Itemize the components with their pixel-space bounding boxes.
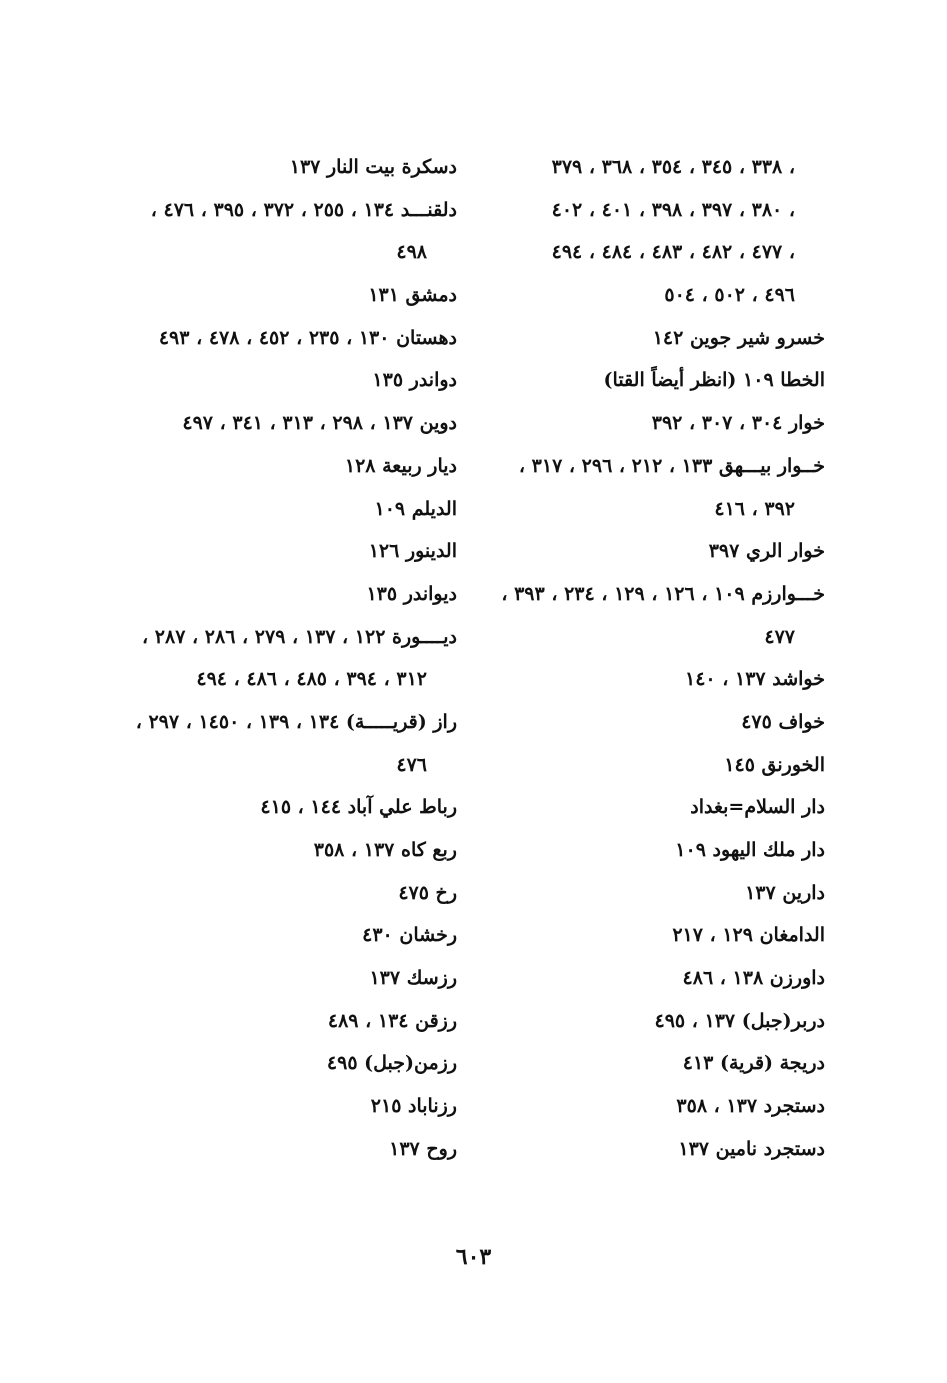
index-entry: رزقن ١٣٤ ، ٤٨٩	[327, 1009, 457, 1032]
page-number: ٦٠٣	[455, 1244, 492, 1270]
index-entry: خواف ٤٧٥	[741, 710, 825, 733]
index-column-right	[480, 146, 825, 1171]
index-entry-continuation: ٤٩٨	[396, 241, 427, 264]
index-entry: الخورنق ١٤٥	[724, 753, 825, 776]
index-entry: دستجرد ١٣٧ ، ٣٥٨	[676, 1095, 825, 1118]
index-entry: دلقنـــد ١٣٤ ، ٢٥٥ ، ٣٧٢ ، ٣٩٥ ، ٤٧٦ ،	[150, 198, 457, 221]
index-entry: دارين ١٣٧	[745, 881, 825, 904]
index-entry: دار ملك اليهود ١٠٩	[675, 839, 825, 861]
index-entry: دسكرة بيت النار ١٣٧	[289, 156, 457, 178]
index-entry: خوار الري ٣٩٧	[708, 540, 825, 563]
index-entry-continuation: ٣١٢ ، ٣٩٤ ، ٤٨٥ ، ٤٨٦ ، ٤٩٤	[196, 668, 427, 691]
index-entry: خواشد ١٣٧ ، ١٤٠	[685, 668, 825, 691]
index-entry: الدامغان ١٢٩ ، ٢١٧	[672, 924, 825, 947]
index-entry: ربع كاه ١٣٧ ، ٣٥٨	[313, 839, 457, 861]
index-entry: دهستان ١٣٠ ، ٢٣٥ ، ٤٥٢ ، ٤٧٨ ، ٤٩٣	[158, 326, 457, 349]
index-entry: رخشان ٤٣٠	[362, 924, 457, 947]
index-entry: خسرو شير جوين ١٤٢	[652, 326, 825, 349]
index-entry: خـــوارزم ١٠٩ ، ١٢٦ ، ١٢٩ ، ٢٣٤ ، ٣٩٣ ،	[501, 582, 825, 605]
index-entry-continuation: ٤٧٧	[764, 625, 795, 648]
index-entry: دربر(جبل) ١٣٧ ، ٤٩٥	[654, 1009, 825, 1032]
index-entry: رزناباد ٢١٥	[370, 1095, 457, 1118]
index-entry-continuation: ، ٤٧٧ ، ٤٨٢ ، ٤٨٣ ، ٤٨٤ ، ٤٩٤	[551, 241, 795, 264]
index-entry: دواندر ١٣٥	[372, 369, 457, 392]
index-entry: داورزن ١٣٨ ، ٤٨٦	[682, 967, 825, 990]
index-entry: الديلم ١٠٩	[374, 497, 457, 520]
index-entry-continuation: ، ٣٨٠ ، ٣٩٧ ، ٣٩٨ ، ٤٠١ ، ٤٠٢	[551, 198, 795, 221]
index-entry: رخ ٤٧٥	[398, 881, 457, 904]
index-entry: الخطا ١٠٩ (انظر أيضاً القتا)	[603, 369, 825, 392]
index-entry: رزسك ١٣٧	[369, 967, 457, 990]
index-entry: دوين ١٣٧ ، ٢٩٨ ، ٣١٣ ، ٣٤١ ، ٤٩٧	[182, 412, 457, 435]
index-entry: دار السلام=بغداد	[690, 796, 825, 819]
index-entry: الدينور ١٢٦	[368, 540, 457, 563]
index-column-left	[77, 146, 457, 1171]
index-entry: دريجة (قرية) ٤١٣	[682, 1052, 825, 1075]
index-entry: دمشق ١٣١	[368, 284, 457, 307]
index-entry: ديــــورة ١٢٢ ، ١٣٧ ، ٢٧٩ ، ٢٨٦ ، ٢٨٧ ،	[142, 625, 457, 648]
index-entry: خــوار بيـــهق ١٣٣ ، ٢١٢ ، ٢٩٦ ، ٣١٧ ،	[518, 454, 825, 477]
index-entry: ديار ربيعة ١٢٨	[344, 454, 457, 477]
index-entry: ديواندر ١٣٥	[366, 582, 457, 605]
index-entry: روح ١٣٧	[389, 1137, 457, 1160]
index-entry: دستجرد نامين ١٣٧	[678, 1137, 825, 1160]
index-entry: خوار ٣٠٤ ، ٣٠٧ ، ٣٩٢	[651, 412, 825, 435]
index-entry-continuation: ٣٩٢ ، ٤١٦	[714, 497, 795, 520]
index-entry: رباط علي آباد ١٤٤ ، ٤١٥	[260, 796, 457, 819]
index-entry-continuation: ، ٣٣٨ ، ٣٤٥ ، ٣٥٤ ، ٣٦٨ ، ٣٧٩	[551, 156, 795, 178]
index-entry-continuation: ٤٩٦ ، ٥٠٢ ، ٥٠٤	[664, 284, 795, 307]
index-entry: رزمن(جبل) ٤٩٥	[326, 1052, 457, 1075]
index-entry: راز (قريـــــة) ١٣٤ ، ١٣٩ ، ١٤٥٠ ، ٢٩٧ ،	[135, 710, 457, 733]
index-entry-continuation: ٤٧٦	[396, 753, 427, 776]
